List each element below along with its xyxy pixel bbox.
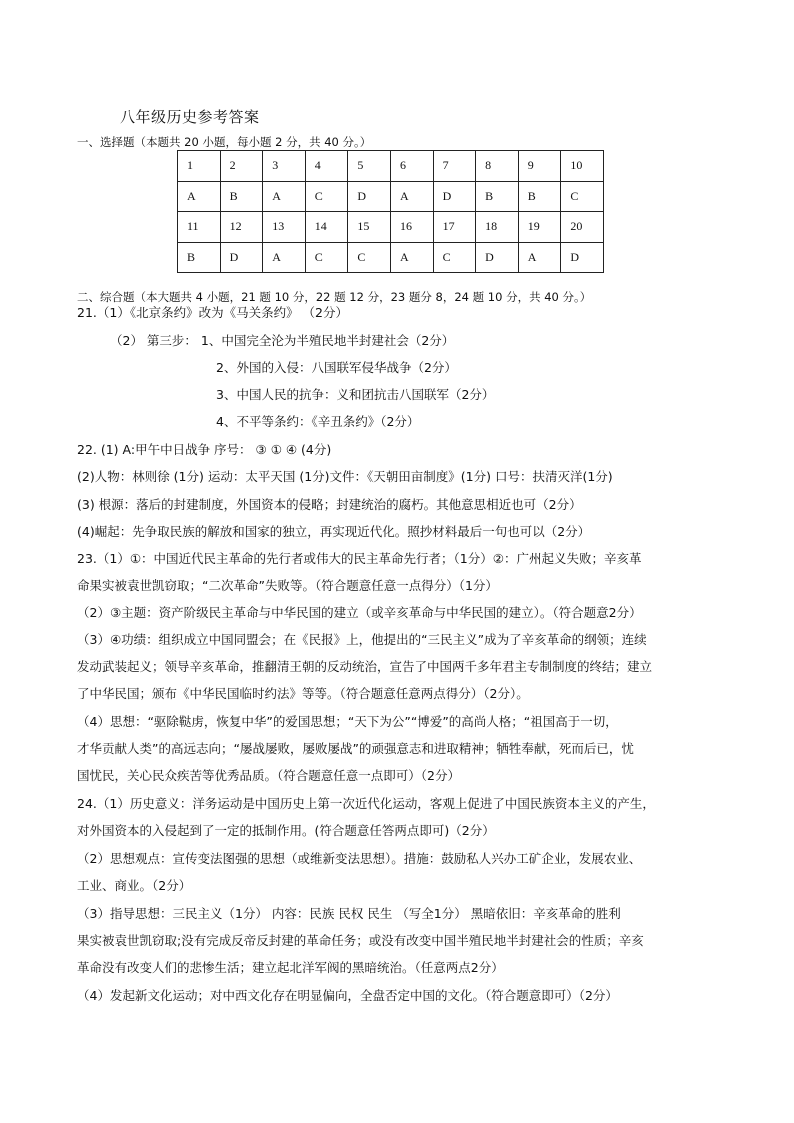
answer-line: 革命没有改变人们的悲惨生活；建立起北洋军阀的黑暗统治。（任意两点2分） <box>77 960 504 975</box>
section-2-heading: 二、综合题（本大题共 4 小题，21 题 10 分，22 题 12 分，23 题分 8，24 题 10 分，共 40 分。） <box>77 290 592 304</box>
answer-table-cell: 9 <box>518 151 561 182</box>
answer-line: 22. (1) A:甲午中日战争 序号： ③ ① ④ (4分) <box>77 442 332 457</box>
answer-table-cell: 11 <box>178 212 221 243</box>
answer-line: （3）指导思想：三民主义（1分） 内容：民族 民权 民生 （写全1分） 黑暗依旧：辛亥革命的胜利 <box>77 906 621 921</box>
answer-table-cell: 5 <box>348 151 391 182</box>
answer-table-cell: 7 <box>433 151 476 182</box>
answer-table-cell: B <box>178 242 221 273</box>
answer-table-cell: 17 <box>433 212 476 243</box>
answer-table-cell: 18 <box>476 212 519 243</box>
answer-table-cell: D <box>220 242 263 273</box>
answer-table-cell: D <box>561 242 604 273</box>
answer-table-cell: 6 <box>390 151 433 182</box>
answer-table-cell: D <box>348 181 391 212</box>
answer-line: 23.（1）①：中国近代民主革命的先行者或伟大的民主革命先行者；（1分）②：广州起义失败；辛亥革 <box>77 551 642 566</box>
answer-table-cell: 16 <box>390 212 433 243</box>
answer-line: （2）思想观点：宣传变法图强的思想（或维新变法思想）。措施：鼓励私人兴办工矿企业，发展农业、 <box>77 851 642 866</box>
answer-table-cell: B <box>518 181 561 212</box>
answer-table-cell: C <box>305 242 348 273</box>
answer-line: （3）④功绩：组织成立中国同盟会；在《民报》上，他提出的“三民主义”成为了辛亥革命的纲领；连续 <box>77 632 647 647</box>
answer-line: （2） 第三步： 1、中国完全沦为半殖民地半封建社会（2分） <box>110 333 455 348</box>
answer-table-row <box>178 151 604 182</box>
answer-line: 果实被袁世凯窃取;没有完成反帝反封建的革命任务；或没有改变中国半殖民地半封建社会的性质；辛亥 <box>77 933 644 948</box>
answer-line: 国忧民，关心民众疾苦等优秀品质。（符合题意任意一点即可）（2分） <box>77 768 460 783</box>
answer-table-row <box>178 212 604 243</box>
answer-table-cell: 8 <box>476 151 519 182</box>
answer-table-cell: 14 <box>305 212 348 243</box>
answer-table-cell: A <box>178 181 221 212</box>
answer-table-cell: D <box>476 242 519 273</box>
answer-line: 21.（1）《北京条约》改为《马关条约》 （2分） <box>77 305 349 320</box>
page-title: 八年级历史参考答案 <box>120 108 260 126</box>
answer-line: 了中华民国；颁布《中华民国临时约法》等等。（符合题意任意两点得分）（2分）。 <box>77 686 529 701</box>
answer-line: 对外国资本的入侵起到了一定的抵制作用。(符合题意任答两点即可)（2分） <box>77 823 495 838</box>
answer-table-cell: 19 <box>518 212 561 243</box>
answer-table-cell: 10 <box>561 151 604 182</box>
section-1-heading: 一、选择题（本题共 20 小题，每小题 2 分，共 40 分。） <box>77 135 372 149</box>
answer-line: （2）③主题：资产阶级民主革命与中华民国的建立（或辛亥革命与中华民国的建立）。（符合题意2分） <box>77 605 642 620</box>
answer-table-cell: 20 <box>561 212 604 243</box>
answer-table-cell: 12 <box>220 212 263 243</box>
answer-table-cell: C <box>561 181 604 212</box>
answer-line: 4、不平等条约：《辛丑条约》（2分） <box>216 414 420 429</box>
answer-line: (4)崛起：先争取民族的解放和国家的独立，再实现近代化。照抄材料最后一句也可以（2分） <box>77 524 591 539</box>
answer-line: 才华贡献人类”的高远志向；“屡战屡败，屡败屡战”的顽强意志和进取精神；牺牲奉献，死而后已，忧 <box>77 741 634 756</box>
answer-table-cell: A <box>263 181 306 212</box>
answer-table-cell: C <box>305 181 348 212</box>
answer-table-cell: C <box>433 242 476 273</box>
answer-table-row <box>178 242 604 273</box>
answer-table-cell: A <box>390 242 433 273</box>
answer-table-cell: C <box>348 242 391 273</box>
answer-table-cell: B <box>220 181 263 212</box>
answer-line: 发动武装起义；领导辛亥革命，推翻清王朝的反动统治，宣告了中国两千多年君主专制制度的终结；建立 <box>77 659 653 674</box>
answer-table-cell: A <box>263 242 306 273</box>
answer-table-cell: 4 <box>305 151 348 182</box>
answer-table-cell: 3 <box>263 151 306 182</box>
answer-line: (2)人物：林则徐 (1分) 运动：太平天国 (1分)文件：《天朝田亩制度》(1分) 口号：扶清灭洋(1分) <box>77 469 613 484</box>
answer-table-cell: D <box>433 181 476 212</box>
answer-line: （4）发起新文化运动；对中西文化存在明显偏向，全盘否定中国的文化。（符合题意即可）（2分） <box>77 988 618 1003</box>
answer-line: 24.（1）历史意义：洋务运动是中国历史上第一次近代化运动，客观上促进了中国民族资本主义的产生， <box>77 796 655 811</box>
answer-table-cell: 1 <box>178 151 221 182</box>
answer-table-cell: B <box>476 181 519 212</box>
answer-table-cell: A <box>518 242 561 273</box>
answer-table-cell: 13 <box>263 212 306 243</box>
answer-line: （4）思想：“驱除鞑虏，恢复中华”的爱国思想；“天下为公”“博爱”的高尚人格；“祖国高于一切， <box>77 714 618 729</box>
answer-table-row <box>178 181 604 212</box>
answer-line: 2、外国的入侵：八国联军侵华战争（2分） <box>216 360 457 375</box>
answer-table <box>177 150 604 273</box>
answer-table-cell: 2 <box>220 151 263 182</box>
answer-line: 工业、商业。（2分） <box>77 878 192 893</box>
answer-line: 3、中国人民的抗争：义和团抗击八国联军（2分） <box>216 387 495 402</box>
answer-table-cell: 15 <box>348 212 391 243</box>
answer-line: 命果实被袁世凯窃取；“二次革命”失败等。（符合题意任意一点得分）（1分） <box>77 578 498 593</box>
answer-line: (3) 根源：落后的封建制度，外国资本的侵略；封建统治的腐朽。其他意思相近也可（2分） <box>77 497 582 512</box>
answer-table-cell: A <box>390 181 433 212</box>
